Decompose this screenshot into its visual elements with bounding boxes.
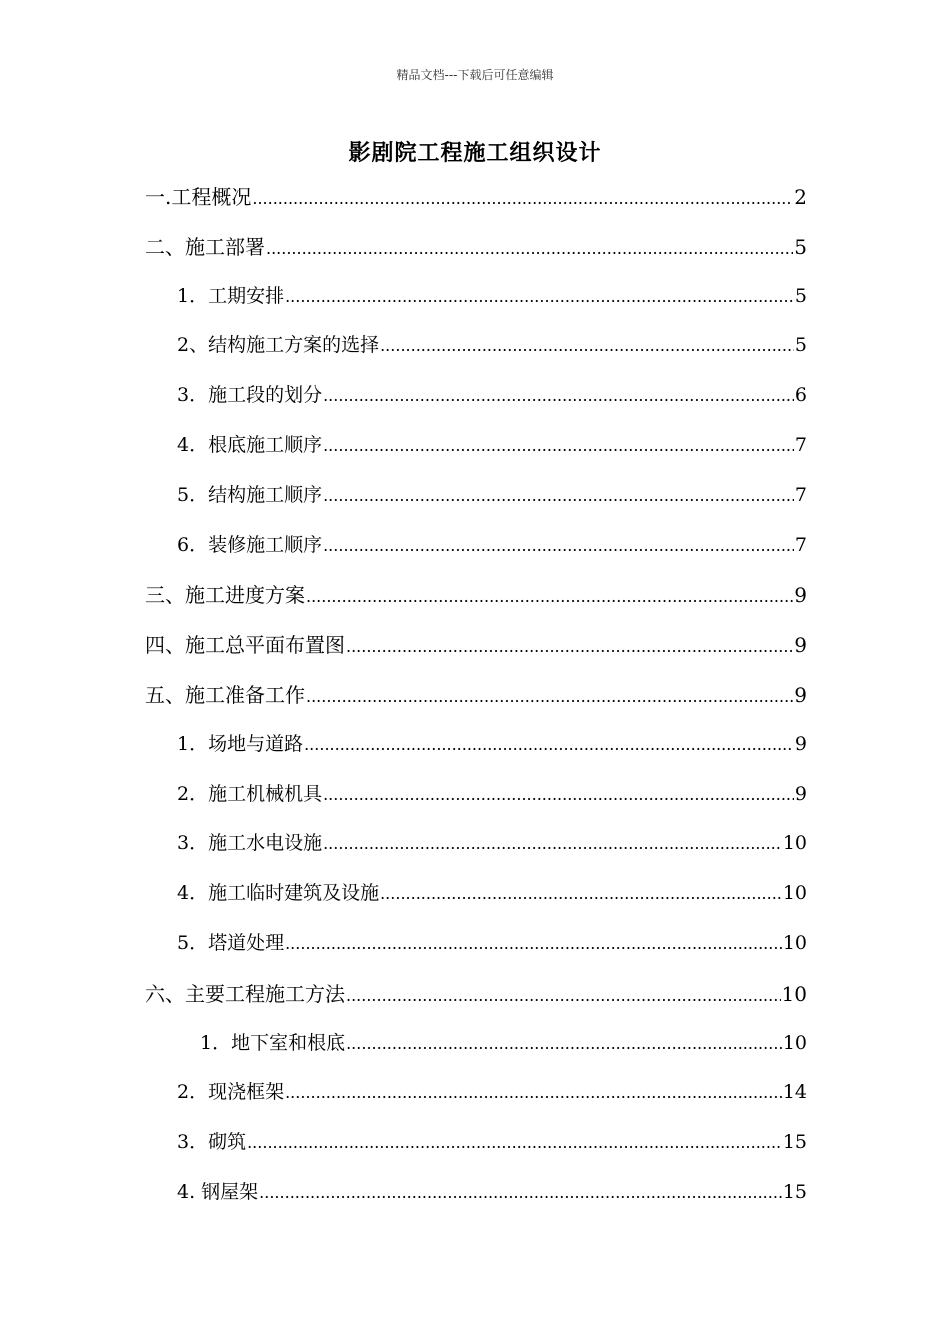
toc-dot-leader	[323, 484, 794, 506]
toc-entry[interactable]	[145, 1177, 807, 1227]
toc-entry[interactable]	[145, 629, 807, 679]
toc-dot-leader	[323, 783, 794, 805]
toc-entry-page-number: 9	[794, 682, 807, 707]
table-of-contents	[145, 181, 807, 1227]
toc-entry-page-number: 10	[782, 931, 807, 954]
toc-entry-label: 5．结构施工顺序	[177, 483, 323, 506]
toc-entry-label: 1．地下室和根底	[200, 1031, 346, 1054]
document-title: 影剧院工程施工组织设计	[348, 141, 602, 166]
toc-entry-page-number: 9	[794, 583, 807, 608]
toc-entry-page-number: 7	[794, 533, 807, 556]
toc-entry-label: 1．工期安排	[177, 284, 285, 307]
toc-entry-label: 五、施工准备工作	[145, 682, 305, 707]
toc-dot-leader	[304, 733, 794, 755]
toc-entry-label: 6．装修施工顺序	[177, 533, 323, 556]
toc-entry-page-number: 5	[794, 234, 807, 259]
toc-entry[interactable]	[145, 729, 807, 779]
toc-entry-page-number: 10	[782, 882, 807, 905]
toc-dot-leader	[323, 832, 782, 854]
toc-entry[interactable]	[145, 1127, 807, 1177]
toc-entry-label: 四、施工总平面布置图	[145, 633, 345, 658]
toc-dot-leader	[306, 683, 793, 707]
toc-entry-label: 2、结构施工方案的选择	[177, 334, 380, 357]
toc-entry[interactable]	[145, 380, 807, 430]
toc-entry-page-number: 10	[781, 981, 807, 1006]
toc-entry[interactable]	[145, 1028, 807, 1078]
toc-entry-page-number: 6	[794, 384, 807, 407]
toc-entry-page-number: 9	[794, 633, 807, 658]
toc-entry-label: 1．场地与道路	[177, 732, 304, 755]
toc-entry-label: 2．现浇框架	[177, 1081, 285, 1104]
toc-entry-label: 三、施工进度方案	[145, 583, 305, 608]
toc-entry-page-number: 5	[794, 334, 807, 357]
toc-entry-page-number: 9	[794, 732, 807, 755]
toc-entry-label: 4．施工临时建筑及设施	[177, 882, 380, 905]
toc-dot-leader	[346, 633, 793, 657]
toc-entry[interactable]	[145, 579, 807, 629]
toc-dot-leader	[285, 285, 794, 307]
toc-entry-page-number: 7	[794, 433, 807, 456]
toc-entry-page-number: 15	[782, 1180, 807, 1203]
toc-dot-leader	[259, 1181, 782, 1203]
toc-entry[interactable]	[145, 231, 807, 281]
toc-dot-leader	[380, 882, 782, 904]
toc-entry-page-number: 15	[782, 1131, 807, 1154]
toc-entry[interactable]	[145, 430, 807, 480]
toc-dot-leader	[252, 185, 793, 209]
toc-entry[interactable]	[145, 779, 807, 829]
toc-dot-leader	[306, 583, 793, 607]
toc-dot-leader	[346, 1032, 782, 1054]
toc-entry-label: 2．施工机械机具	[177, 782, 323, 805]
toc-entry-label: 3．施工段的划分	[177, 384, 323, 407]
toc-entry-page-number: 10	[782, 1031, 807, 1054]
toc-dot-leader	[323, 384, 794, 406]
toc-dot-leader	[285, 932, 782, 954]
toc-dot-leader	[380, 334, 794, 356]
header-note: 精品文档---下载后可任意编辑	[396, 68, 554, 82]
toc-entry[interactable]	[145, 679, 807, 729]
toc-entry-label: 3．砌筑	[177, 1131, 247, 1154]
toc-entry[interactable]	[145, 480, 807, 530]
toc-entry[interactable]	[145, 281, 807, 331]
toc-dot-leader	[266, 235, 793, 259]
toc-entry-page-number: 2	[794, 185, 807, 209]
toc-entry-label: 3．施工水电设施	[177, 832, 323, 855]
toc-dot-leader	[323, 434, 794, 456]
toc-entry-label: 4．根底施工顺序	[177, 433, 323, 456]
toc-dot-leader	[323, 534, 794, 556]
toc-entry[interactable]	[145, 181, 807, 231]
toc-entry-label: 4. 钢屋架	[177, 1180, 259, 1203]
toc-entry-page-number: 14	[782, 1081, 807, 1104]
toc-entry-label: 二、施工部署	[145, 234, 265, 259]
toc-entry[interactable]	[145, 530, 807, 580]
toc-entry[interactable]	[145, 928, 807, 978]
toc-entry[interactable]	[145, 1077, 807, 1127]
toc-dot-leader	[285, 1081, 782, 1103]
toc-dot-leader	[346, 982, 781, 1006]
toc-entry[interactable]	[145, 978, 807, 1028]
toc-entry-label: 一.工程概况	[145, 185, 252, 209]
toc-entry[interactable]	[145, 878, 807, 928]
toc-entry-page-number: 7	[794, 483, 807, 506]
toc-dot-leader	[247, 1131, 782, 1153]
toc-entry[interactable]	[145, 330, 807, 380]
toc-entry-page-number: 10	[782, 832, 807, 855]
toc-entry-label: 六、主要工程施工方法	[145, 981, 345, 1006]
toc-entry-page-number: 9	[794, 782, 807, 805]
toc-entry[interactable]	[145, 828, 807, 878]
toc-entry-page-number: 5	[794, 284, 807, 307]
toc-entry-label: 5．塔道处理	[177, 931, 285, 954]
